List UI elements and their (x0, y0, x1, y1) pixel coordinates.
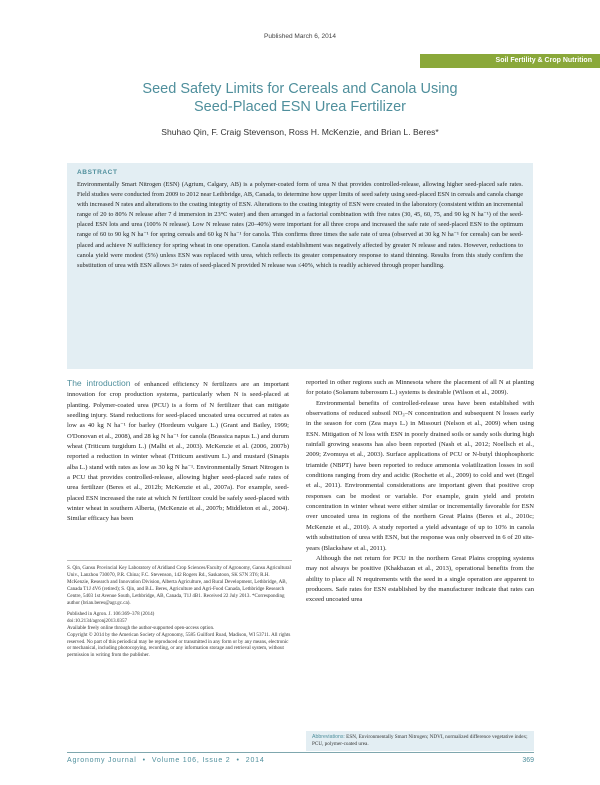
abbreviations-label: Abbreviations: (312, 734, 345, 740)
intro-text: of enhanced efficiency N fertilizers are an important innovation for crop production systems, particularly when N is seed-placed at planting. Polymer-coated urea (PCU) is a form of N fertilizer that can mitigate seedling injury. Stand reductions for seed-placed uncoated urea occurred at rates as low as 40 kg N ha⁻¹ for barley (Hordeum vulgare L.) (Grant and Bailey, 1999; O'Donovan et al., 2008), and 28 kg N ha⁻¹ for canola (Brassica napus L.) and durum wheat (Triticum turgidum L.) (Malhi et al., 2003). McKenzie et al. (2006, 2007b) reported a reduction in winter wheat (Triticum aestivum L.) and mustard (Sinapis alba L.) stand with rates as low as 30 kg N ha⁻¹. Environmentally Smart Nitrogen is a PCU that provides controlled-release, allowing higher seed-placed safe rates of urea fertilizer (Beres et al., 2012b; McKenzie et al., 2007a). For example, seed-placed ESN increased the rate at which N fertilizer could be safely seed-placed with winter wheat in southern Alberta, (McKenzie et al., 2007b; Middleton et al., 2004). Similar efficacy has been (67, 381, 289, 523)
abbreviations-box (306, 731, 534, 751)
right-paragraph-3: Although the net return for PCU in the northern Great Plains cropping systems may not always be positive (Khakbazan et al., 2013), operational benefits from the ability to place all N requirements with the seed in a single operation are apparent to producers. Safe rates for ESN established by the manufacturer indicate that rates can exceed uncoated urea (306, 554, 534, 604)
footer-separator: • (142, 757, 146, 764)
abstract-box (67, 163, 533, 369)
journal-name: Agronomy Journal (67, 757, 137, 764)
footer-divider (67, 752, 534, 753)
page-number: 369 (522, 757, 534, 764)
footnote (67, 565, 292, 659)
abstract-heading: ABSTRACT (77, 169, 118, 176)
footnote-copyright: Copyright © 2014 by the American Society of Agronomy, 5585 Guilford Road, Madison, WI 53711. All rights reserved. No part of this periodical may be reproduced or transmitted in any form or by any means, electronic or mechanical, including photocopying, recording, or any information storage and retrieval system, without permission in writing from the publisher. (67, 631, 291, 659)
right-paragraph-1: reported in other regions such as Minnesota where the placement of all N at planting for potato (Solanum tuberosum L.) systems is desirable (Wilson et al., 2009). (306, 379, 534, 397)
footnote-availability: Available freely online through the author-supported open-access option. (67, 624, 215, 631)
footer-separator: • (236, 757, 240, 764)
author-list: Shuhao Qin, F. Craig Stevenson, Ross H. McKenzie, and Brian L. Beres* (161, 127, 439, 137)
footnote-divider (67, 560, 292, 561)
title-line-2: Seed-Placed ESN Urea Fertilizer (194, 99, 406, 115)
footer-journal-info (67, 757, 265, 764)
footnote-published: Published in Agron. J. 106:369–378 (2014) (67, 610, 155, 617)
abbreviations-text: ESN, Environmentally Smart Nitrogen; NDVI, normalized difference vegetative index; PCU, polymer-coated urea. (312, 734, 528, 747)
right-column (306, 378, 534, 606)
journal-year: 2014 (245, 757, 265, 764)
intro-paragraph (67, 378, 289, 525)
section-label: Soil Fertility & Crop Nutrition (420, 54, 600, 68)
left-column (67, 378, 289, 525)
right-paragraph-2: Environmental benefits of controlled-release urea have been established with observations of reduced subsoil NO₃–N concentration and subsequent N losses early in the season for corn (Zea mays L.) in Missouri (Nelson et al., 2009) when using ESN. Mitigation of N loss with ESN in poorly drained soils or sandy soils during high rainfall growing seasons has also been reported (Nash et al., 2012; Noellsch et al., 2009; Zvomuya et al., 2003). Surface applications of PCU or N-butyl thiophosphoric triamide (NBPT) have been reported to reduce ammonia volatilization losses in soil conditions ranging from dry and acidic (Rochette et al., 2009) to cold and wet (Engel et al., 2011). Environmental considerations are important given that positive crop responses can be modest or variable. For example, grain yield and protein concentration in winter wheat were either similar or incrementally favorable for ESN over uncoated urea in regions of the northern Great Plains (Beres et al., 2010c; McKenzie et al., 2010). A study reported a yield advantage of up to 10% in canola with substitution of urea with ESN, but the response was only observed in 6 of 20 site-years (Blackshaw et al., 2011). (306, 399, 534, 552)
abstract-text: Environmentally Smart Nitrogen (ESN) (Agrium, Calgary, AB) is a polymer-coated form of urea N that provides controlled-release, allowing higher seed-placed safe rates. Field studies were conducted from 2009 to 2012 near Lethbridge, AB, Canada, to determine how upper limits of seed safety using seed-placed ESN in cereals and canola change with increased N rates and alterations to the coating integrity of ESN. Alterations to the coating integrity of ESN were created in the laboratory (consistent within an incremental range of 20 to 80% N release after 7 d immersion in 23°C water) and then arranged in a factorial combination with five rates (30, 45, 60, 75, and 90 kg N ha⁻¹) of the seed-placed ESN lots and urea (100% N release). Low N release rates (20–40%) were important for all three crops and increased the safe rate of seed-placed ESN to the optimum range of 60 to 90 kg N ha⁻¹ for spring cereals and 60 kg N ha⁻¹ for canola. This confirms three times the safe rate of urea (observed at 30 kg N ha⁻¹ for cereals) can be seed-placed and achieve N sufficiency for spring wheat in one operation. Canola stand establishment was negatively affected by greater N release and rates. However, reductions to canola yield were modest (5%) unless ESN was replaced with urea, which reflects its greater compensatory response to stand thinning. Results from this study confirm the substitution of urea with ESN allows 3× rates of seed-placed N provided N release was ≤40%, which is readily achieved through proper handling. (77, 181, 523, 269)
journal-volume: Volume 106, Issue 2 (151, 757, 231, 764)
intro-lead: The introduction (67, 378, 131, 388)
title-line-1: Seed Safety Limits for Cereals and Canola Using (142, 81, 458, 97)
article-title (60, 80, 540, 116)
footnote-doi: doi:10.2134/agronj2013.0357 (67, 617, 127, 624)
publication-date: Published March 6, 2014 (264, 33, 336, 40)
footnote-affiliations: S. Qin, Gansu Provincial Key Laboratory of Aridland Crop Sciences/Faculty of Agronomy, Gansu Agricultural Univ., Lanzhou 730070, P.R. China; F.C. Stevenson, 142 Rogers Rd., Saskatoon, SK S7N 3T6; R.H. McKenzie, Research and Innovation Division, Alberta Agriculture, and Rural Development, Lethbridge, AB, Canada T1J 4V6 (retired); S. Qin, and B.L. Beres, Agriculture and Agri-Food Canada, Lethbridge Research Centre, 5403 1st Avenue South, Lethbridge, AB, Canada, T1J 4B1. Received 22 July 2013. *Corresponding author (brian.beres@agr.gc.ca). (67, 565, 291, 606)
